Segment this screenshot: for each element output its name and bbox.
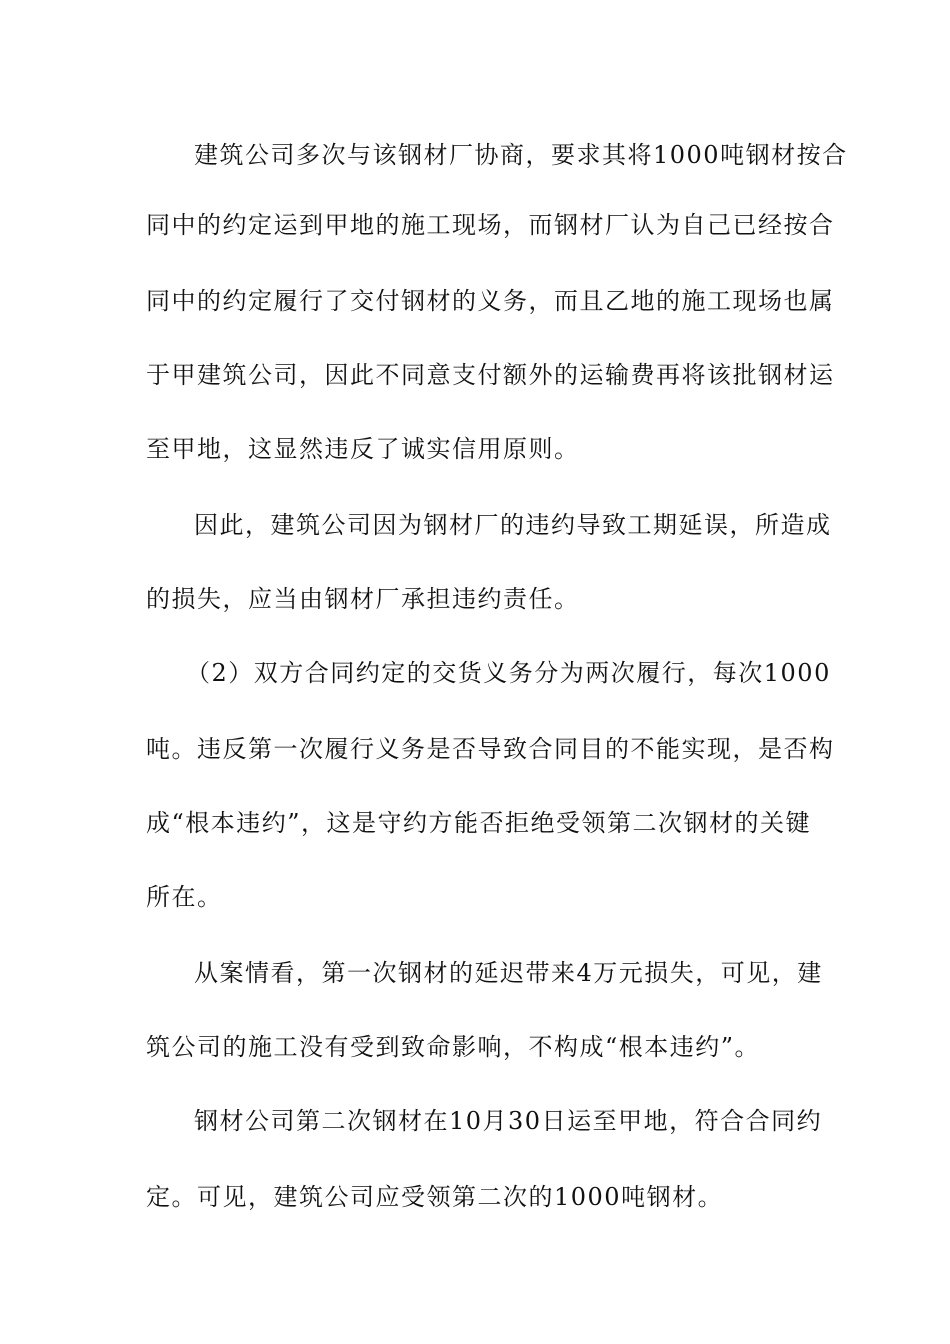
paragraph-line	[0, 135, 950, 175]
paragraph-line	[0, 803, 950, 843]
line-text: 同中的约定履行了交付钢材的义务，而且乙地的施工现场也属	[146, 287, 835, 315]
line-text: 建筑公司多次与该钢材厂协商，要求其将1000吨钢材按合	[194, 141, 848, 169]
line-text: 成“根本违约”，这是守约方能否拒绝受领第二次钢材的关键	[146, 809, 812, 837]
paragraph-line	[0, 1177, 950, 1217]
paragraph-line	[0, 1027, 950, 1067]
line-text: 钢材公司第二次钢材在10月30日运至甲地，符合合同约	[194, 1107, 823, 1135]
paragraph-line	[0, 729, 950, 769]
line-text: 的损失，应当由钢材厂承担违约责任。	[146, 585, 580, 613]
line-text: 至甲地，这显然违反了诚实信用原则。	[146, 435, 580, 463]
line-text: 因此，建筑公司因为钢材厂的违约导致工期延误，所造成	[194, 511, 832, 539]
paragraph-line	[0, 355, 950, 395]
paragraph-line	[0, 505, 950, 545]
line-text: 于甲建筑公司，因此不同意支付额外的运输费再将该批钢材运	[146, 361, 835, 389]
line-text: 所在。	[146, 883, 223, 911]
line-text: 从案情看，第一次钢材的延迟带来4万元损失，可见，建	[194, 959, 823, 987]
paragraph-line	[0, 1101, 950, 1141]
paragraph-line	[0, 281, 950, 321]
line-text: 吨。违反第一次履行义务是否导致合同目的不能实现，是否构	[146, 735, 835, 763]
paragraph-line	[0, 653, 950, 693]
line-text: 同中的约定运到甲地的施工现场，而钢材厂认为自己已经按合	[146, 211, 835, 239]
line-text: 筑公司的施工没有受到致命影响，不构成“根本违约”。	[146, 1033, 761, 1061]
paragraph-line	[0, 877, 950, 917]
paragraph-line	[0, 579, 950, 619]
paragraph-line	[0, 205, 950, 245]
paragraph-line	[0, 953, 950, 993]
line-text: （2）双方合同约定的交货义务分为两次履行，每次1000	[186, 659, 831, 687]
line-text: 定。可见，建筑公司应受领第二次的1000吨钢材。	[146, 1183, 724, 1211]
paragraph-line	[0, 429, 950, 469]
